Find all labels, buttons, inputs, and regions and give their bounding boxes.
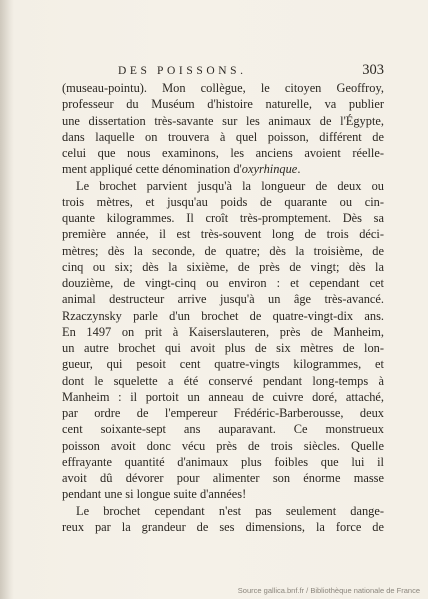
- text-line: pendant une si longue suite d'années!: [62, 487, 247, 502]
- text-line: trois mètres, et jusqu'au poids de quarante ou cin-: [62, 194, 384, 209]
- text-line: avoit dû dévorer pour alimenter son énorme masse: [62, 471, 384, 485]
- text-line: cent soixante-sept ans auparavant. Ce monstrueux: [62, 422, 384, 437]
- gutter-shadow: [0, 0, 14, 599]
- running-head: DES POISSONS.: [118, 65, 247, 77]
- body-text: [62, 80, 384, 535]
- text-line: poisson avoit donc vécu près de trois siècles. Quelle: [62, 438, 384, 453]
- text-line: celui que nous examinons, les anciens avoient réelle-: [62, 146, 384, 160]
- text-line: Le brochet parvient jusqu'à la longueur de deux ou: [76, 178, 384, 193]
- text-line: cinq ou six; dès la sixième, de près de vingt; dès la: [62, 259, 384, 274]
- italic-term: oxyrhinque: [241, 162, 298, 177]
- source-credit: Source gallica.bnf.fr / Bibliothèque nationale de France: [237, 586, 420, 595]
- text-line: professeur du Muséum d'histoire naturelle, va publier: [62, 97, 384, 112]
- page-header: [62, 62, 384, 82]
- text-line: dans laquelle on trouvera à quel poisson, différent de: [62, 129, 384, 144]
- text-line: mètres; dès la seconde, de quatre; dès la troisième, de: [62, 243, 384, 258]
- text-line: reux par la grandeur de ses dimensions, la force de: [62, 519, 384, 534]
- text-line: dont le squelette a été conservé pendant long-temps à: [62, 373, 384, 388]
- text-line: douzième, de vingt-cinq ou environ : et cependant cet: [62, 276, 384, 290]
- text-line: par ordre de l'empereur Frédéric-Barberousse, deux: [62, 406, 384, 420]
- text-line: ment appliqué cette dénomination d'oxyrhinque.: [62, 162, 301, 177]
- text-line: Rzaczynsky parle d'un brochet de quatre-vingt-dix ans.: [62, 308, 384, 323]
- text-line: animal destructeur arrive jusqu'à un âge très-avancé.: [62, 292, 384, 307]
- text-line: gueur, qui pesoit cent quatre-vingts kilogrammes, et: [62, 357, 384, 372]
- text-line: (museau-pointu). Mon collègue, le citoyen Geoffroy,: [62, 81, 384, 95]
- text-line: En 1497 on prit à Kaiserslauteren, près de Manheim,: [62, 324, 384, 339]
- text-line: première année, il est très-souvent long de trois déci-: [62, 227, 384, 242]
- text-line: un autre brochet qui avoit plus de six mètres de lon-: [62, 341, 384, 355]
- page-number: 303: [362, 62, 384, 78]
- text-line: une dissertation très-savante sur les animaux de l'Égypte,: [62, 113, 384, 128]
- text-line: Le brochet cependant n'est pas seulement dange-: [76, 503, 384, 518]
- text-line: Manheim : il portoit un anneau de cuivre doré, attaché,: [62, 389, 384, 404]
- text-line: quante kilogrammes. Il croît très-promptement. Dès sa: [62, 211, 384, 225]
- text-line: effrayante quantité d'animaux plus foibles que lui il: [62, 454, 384, 469]
